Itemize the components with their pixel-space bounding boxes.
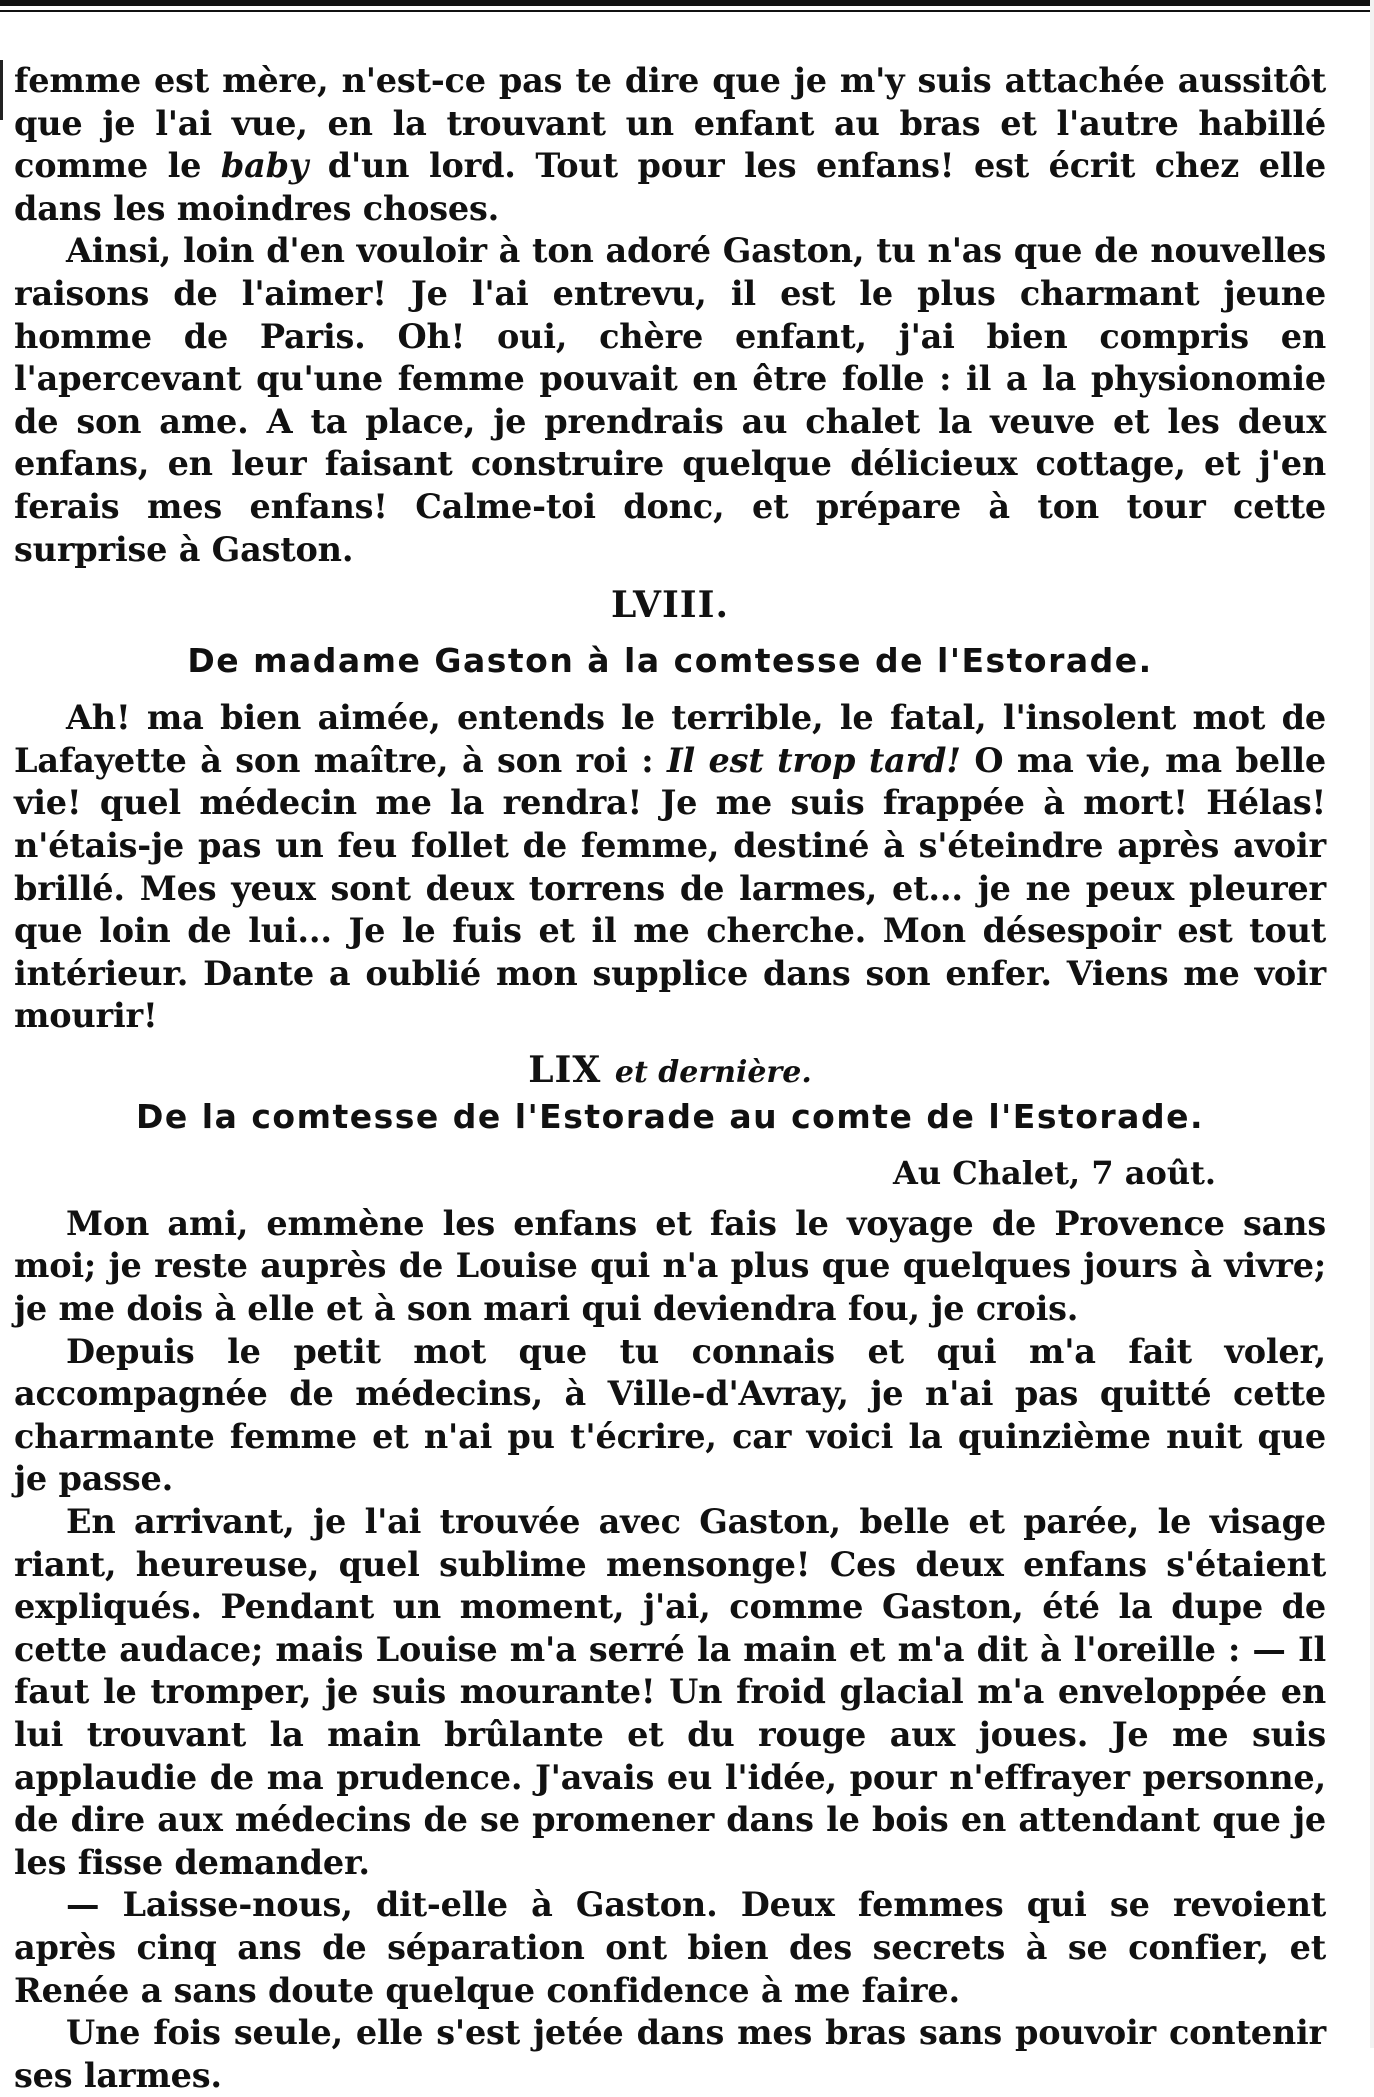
letter-title: De la comtesse de l'Estorade au comte de l'Estorade. <box>136 1096 1204 1136</box>
paragraph-continued <box>14 60 1326 230</box>
paragraph: Ainsi, loin d'en vouloir à ton adoré Gaston, tu n'as que de nouvelles raisons de l'aimer! Je l'ai entrevu, il est le plus charmant jeune homme de Paris. Oh! oui, chère enfant, j'ai bien compris en l'apercevant qu'une femme pouvait en être folle : il a la physionomie de son ame. A ta place, je prendrais au chalet la veuve et les deux enfans, en leur faisant construire quelque délicieux cottage, et j'en ferais mes enfans! Calme-toi donc, et prépare à ton tour cette surprise à Gaston. <box>14 231 1326 569</box>
paragraph: Mon ami, emmène les enfans et fais le voyage de Provence sans moi; je reste auprès de Louise qui n'a plus que quelques jours à vivre; je me dois à elle et à son mari qui deviendra fou, je crois. <box>14 1203 1326 1329</box>
body-text: d'un lord. Tout pour les enfans! est écrit chez elle dans les moindres choses. <box>14 146 1327 228</box>
paragraph: En arrivant, je l'ai trouvée avec Gaston, belle et parée, le visage riant, heureuse, quel sublime mensonge! Ces deux enfans s'étaient expliqués. Pendant un moment, j'ai, comme Gaston, été la dupe de cette audace; mais Louise m'a serré la main et m'a dit à l'oreille : — Il faut le tromper, je suis mourante! Un froid glacial m'a enveloppée en lui trouvant la main brûlante et du rouge aux joues. Je me suis applaudie de ma prudence. J'avais eu l'idée, pour n'effrayer personne, de dire aux médecins de se promener dans le bois en attendant que je les fisse demander. <box>14 1502 1326 1882</box>
body-text: Ah! ma bien aimée, entends le terrible, le fatal, l'insolent mot de Lafayette à son maître, à son roi : <box>14 698 1326 780</box>
margin-mark <box>0 60 3 120</box>
letter-number: LVIII. <box>610 584 730 627</box>
letter-number-suffix: et dernière. <box>614 1054 812 1090</box>
body-text: O ma vie, ma belle vie! quel médecin me la rendra! Je me suis frappée à mort! Hélas! n'étais-je pas un feu follet de femme, destiné à s'éteindre après avoir brillé. Mes yeux sont deux torrens de larmes, et... je ne peux pleurer que loin de lui... Je le fuis et il me cherche. Mon désespoir est tout intérieur. Dante a oublié mon supplice dans son enfer. Viens me voir mourir! <box>14 740 1327 1036</box>
letter-number <box>14 1050 1326 1093</box>
body-italic: baby <box>220 146 309 186</box>
page-column <box>14 60 1326 2097</box>
body-text: femme est mère, n'est-ce pas te dire que je m'y suis attachée aussitôt que je l'ai vue, en la trouvant un enfant au bras et l'autre habillé comme le <box>14 61 1326 186</box>
letter-title: De madame Gaston à la comtesse de l'Estorade. <box>187 641 1153 681</box>
top-rule-thin <box>0 10 1374 12</box>
dateline: Au Chalet, 7 août. <box>893 1153 1216 1192</box>
body-italic: Il est trop tard! <box>666 740 961 780</box>
letter-body <box>14 697 1326 1038</box>
top-rule-thick <box>0 0 1374 6</box>
top-rules <box>0 0 1374 14</box>
paragraph: Depuis le petit mot que tu connais et qui m'a fait voler, accompagnée de médecins, à Ville-d'Avray, je n'ai pas quitté cette charmante femme et n'ai pu t'écrire, car voici la quinzième nuit que je passe. <box>14 1331 1326 1499</box>
paragraph: — Laisse-nous, dit-elle à Gaston. Deux femmes qui se revoient après cinq ans de séparation ont bien des secrets à se confier, et Renée a sans doute quelque confidence à me faire. <box>14 1885 1326 2010</box>
page-edge <box>1370 0 1374 2048</box>
letter-number-text: LIX <box>528 1048 602 1091</box>
paragraph: Une fois seule, elle s'est jetée dans mes bras sans pouvoir contenir ses larmes. <box>14 2013 1326 2095</box>
